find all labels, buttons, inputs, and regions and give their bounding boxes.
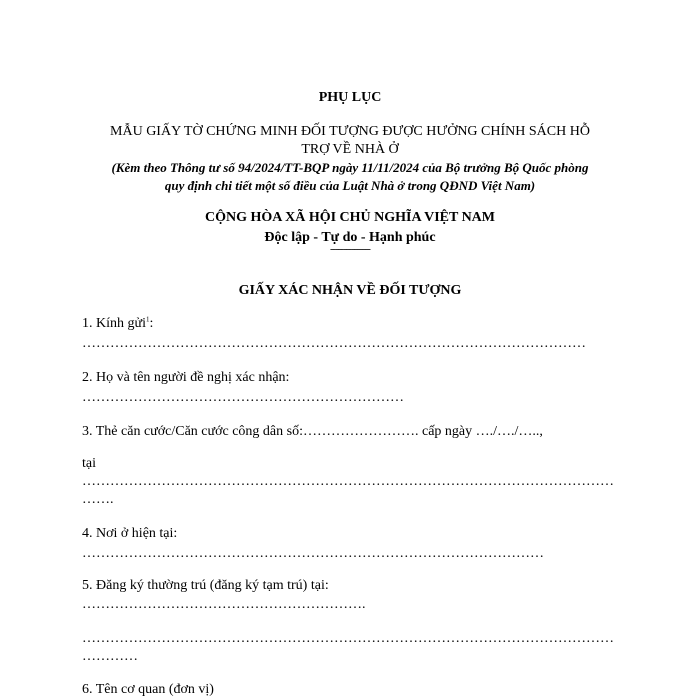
field-registration-dots2: …………………………………………………………………………………………………… (82, 631, 614, 646)
national-title: CỘNG HÒA XÃ HỘI CHỦ NGHĨA VIỆT NAM (204, 210, 495, 225)
field-id-card-place-label: tại (82, 456, 96, 471)
motto: Độc lập - Tự do - Hạnh phúc (264, 230, 436, 245)
subtitle-line2: quy định chi tiết một số điều của Luật Nhà ở trong QĐND Việt Nam) (164, 178, 536, 193)
field-recipient-label (82, 316, 153, 332)
field-id-card-dots2: ……. (82, 492, 114, 507)
field-recipient-text: 1. Kính gửi (82, 316, 146, 331)
appendix-title: PHỤ LỤC (318, 90, 382, 105)
field-name-dots: …………………………………………………………… (82, 390, 404, 405)
field-registration-label: 5. Đăng ký thường trú (đăng ký tạm trú) tại: (82, 578, 329, 593)
certificate-title: GIẤY XÁC NHẬN VỀ ĐỐI TƯỢNG (238, 283, 462, 298)
motto-rule: --------------- (330, 243, 370, 255)
field-id-card-label: 3. Thẻ căn cước/Căn cước công dân số:……………………. cấp ngày …./…./….., (82, 424, 543, 439)
field-recipient-colon: : (149, 316, 154, 331)
subtitle-line1: (Kèm theo Thông tư số 94/2024/TT-BQP ngày 11/11/2024 của Bộ trưởng Bộ Quốc phòng (111, 160, 589, 175)
footnote-marker: 1 (145, 315, 150, 324)
field-agency-label: 6. Tên cơ quan (đơn vị) (82, 682, 214, 697)
form-title-line2: TRỢ VỀ NHÀ Ở (301, 142, 399, 157)
field-recipient-dots: ……………………………………………………………………………………………… (82, 336, 586, 351)
field-registration-dots3: ………… (82, 649, 138, 664)
field-name-label: 2. Họ và tên người đề nghị xác nhận: (82, 370, 290, 385)
field-residence-label: 4. Nơi ở hiện tại: (82, 526, 178, 541)
form-title-line1: MẪU GIẤY TỜ CHỨNG MINH ĐỐI TƯỢNG ĐƯỢC HƯỞNG CHÍNH SÁCH HỖ (110, 124, 590, 139)
field-registration-dots1: ……………………………………………………. (82, 597, 366, 612)
field-residence-dots: ……………………………………………………………………………………… (82, 546, 544, 561)
field-id-card-dots1: …………………………………………………………………………………………………… (82, 474, 614, 489)
